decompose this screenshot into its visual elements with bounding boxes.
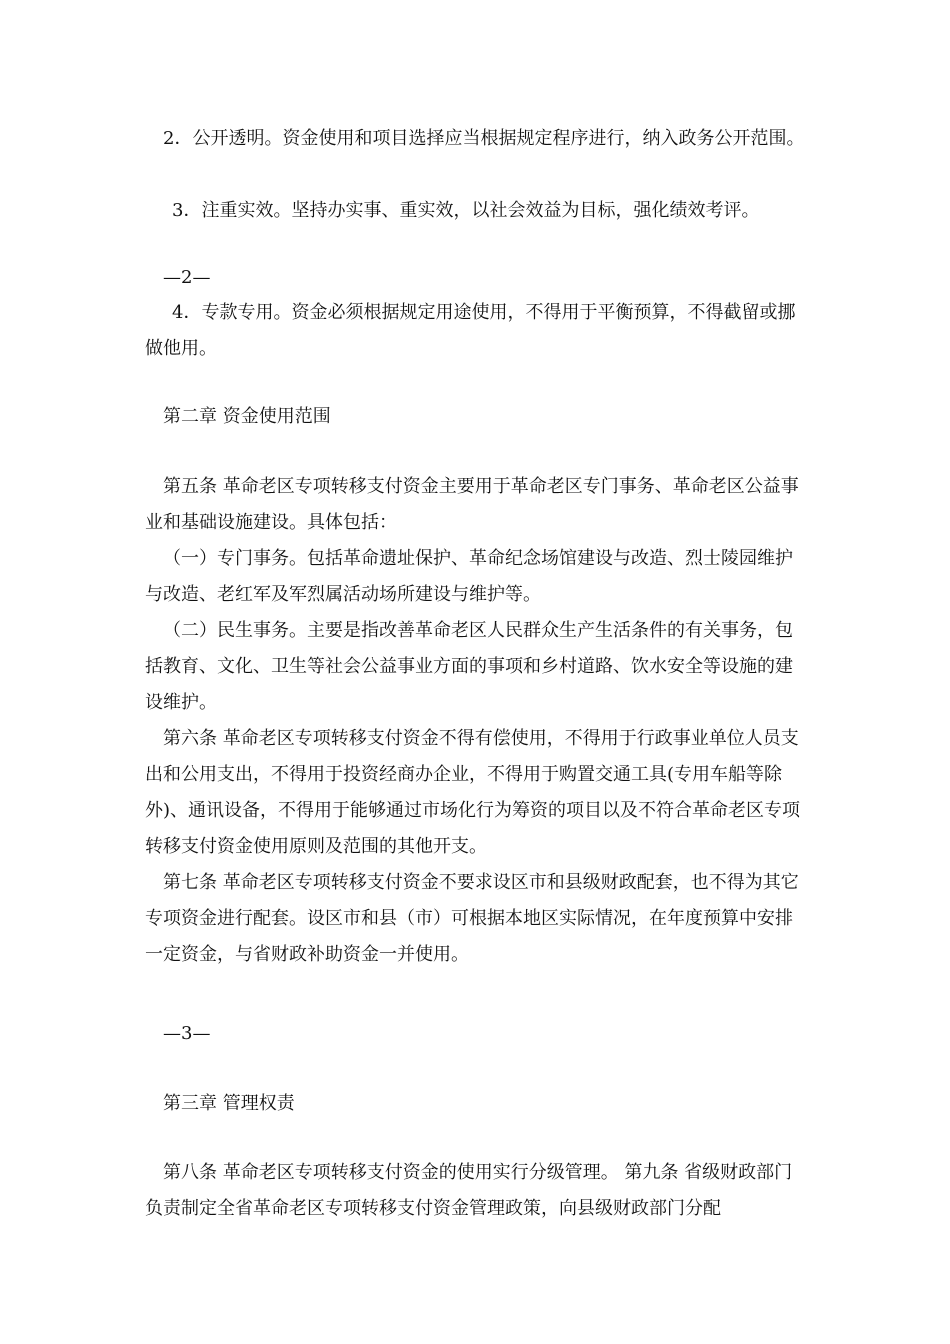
page-number: —2— [163,267,211,288]
article-5-item-1: （一）专门事务。包括革命遗址保护、革命纪念场馆建设与改造、烈士陵园维护与改造、老红军及军烈属活动场所建设与维护等。 [145,548,793,605]
paragraph-principle-3: 3．注重实效。坚持办实事、重实效，以社会效益为目标，强化绩效考评。 [172,200,760,221]
article-8-9: 第八条 革命老区专项转移支付资金的使用实行分级管理。 第九条 省级财政部门负责制定全省革命老区专项转移支付资金管理政策，向县级财政部门分配 [145,1162,793,1219]
chapter-heading: 第二章 资金使用范围 [163,406,331,427]
article-7: 第七条 革命老区专项转移支付资金不要求设区市和县级财政配套，也不得为其它专项资金进行配套。设区市和县（市）可根据本地区实际情况，在年度预算中安排一定资金，与省财政补助资金一并使用。 [145,872,799,965]
article-5: 第五条 革命老区专项转移支付资金主要用于革命老区专门事务、革命老区公益事业和基础设施建设。具体包括： [145,476,799,533]
paragraph-principle-4: 4．专款专用。资金必须根据规定用途使用，不得用于平衡预算，不得截留或挪做他用。 [145,302,796,359]
page-number: —3— [163,1023,211,1044]
article-6: 第六条 革命老区专项转移支付资金不得有偿使用，不得用于行政事业单位人员支出和公用支出，不得用于投资经商办企业，不得用于购置交通工具(专用车船等除外)、通讯设备，不得用于能够通过市场化行为筹资的项目以及不符合革命老区专项转移支付资金使用原则及范围的其他开支。 [145,728,801,857]
article-5-item-2: （二）民生事务。主要是指改善革命老区人民群众生产生活条件的有关事务，包括教育、文化、卫生等社会公益事业方面的事项和乡村道路、饮水安全等设施的建设维护。 [145,620,793,713]
chapter-heading: 第三章 管理权责 [163,1093,295,1114]
paragraph-principle-2: 2．公开透明。资金使用和项目选择应当根据规定程序进行，纳入政务公开范围。 [163,128,805,149]
